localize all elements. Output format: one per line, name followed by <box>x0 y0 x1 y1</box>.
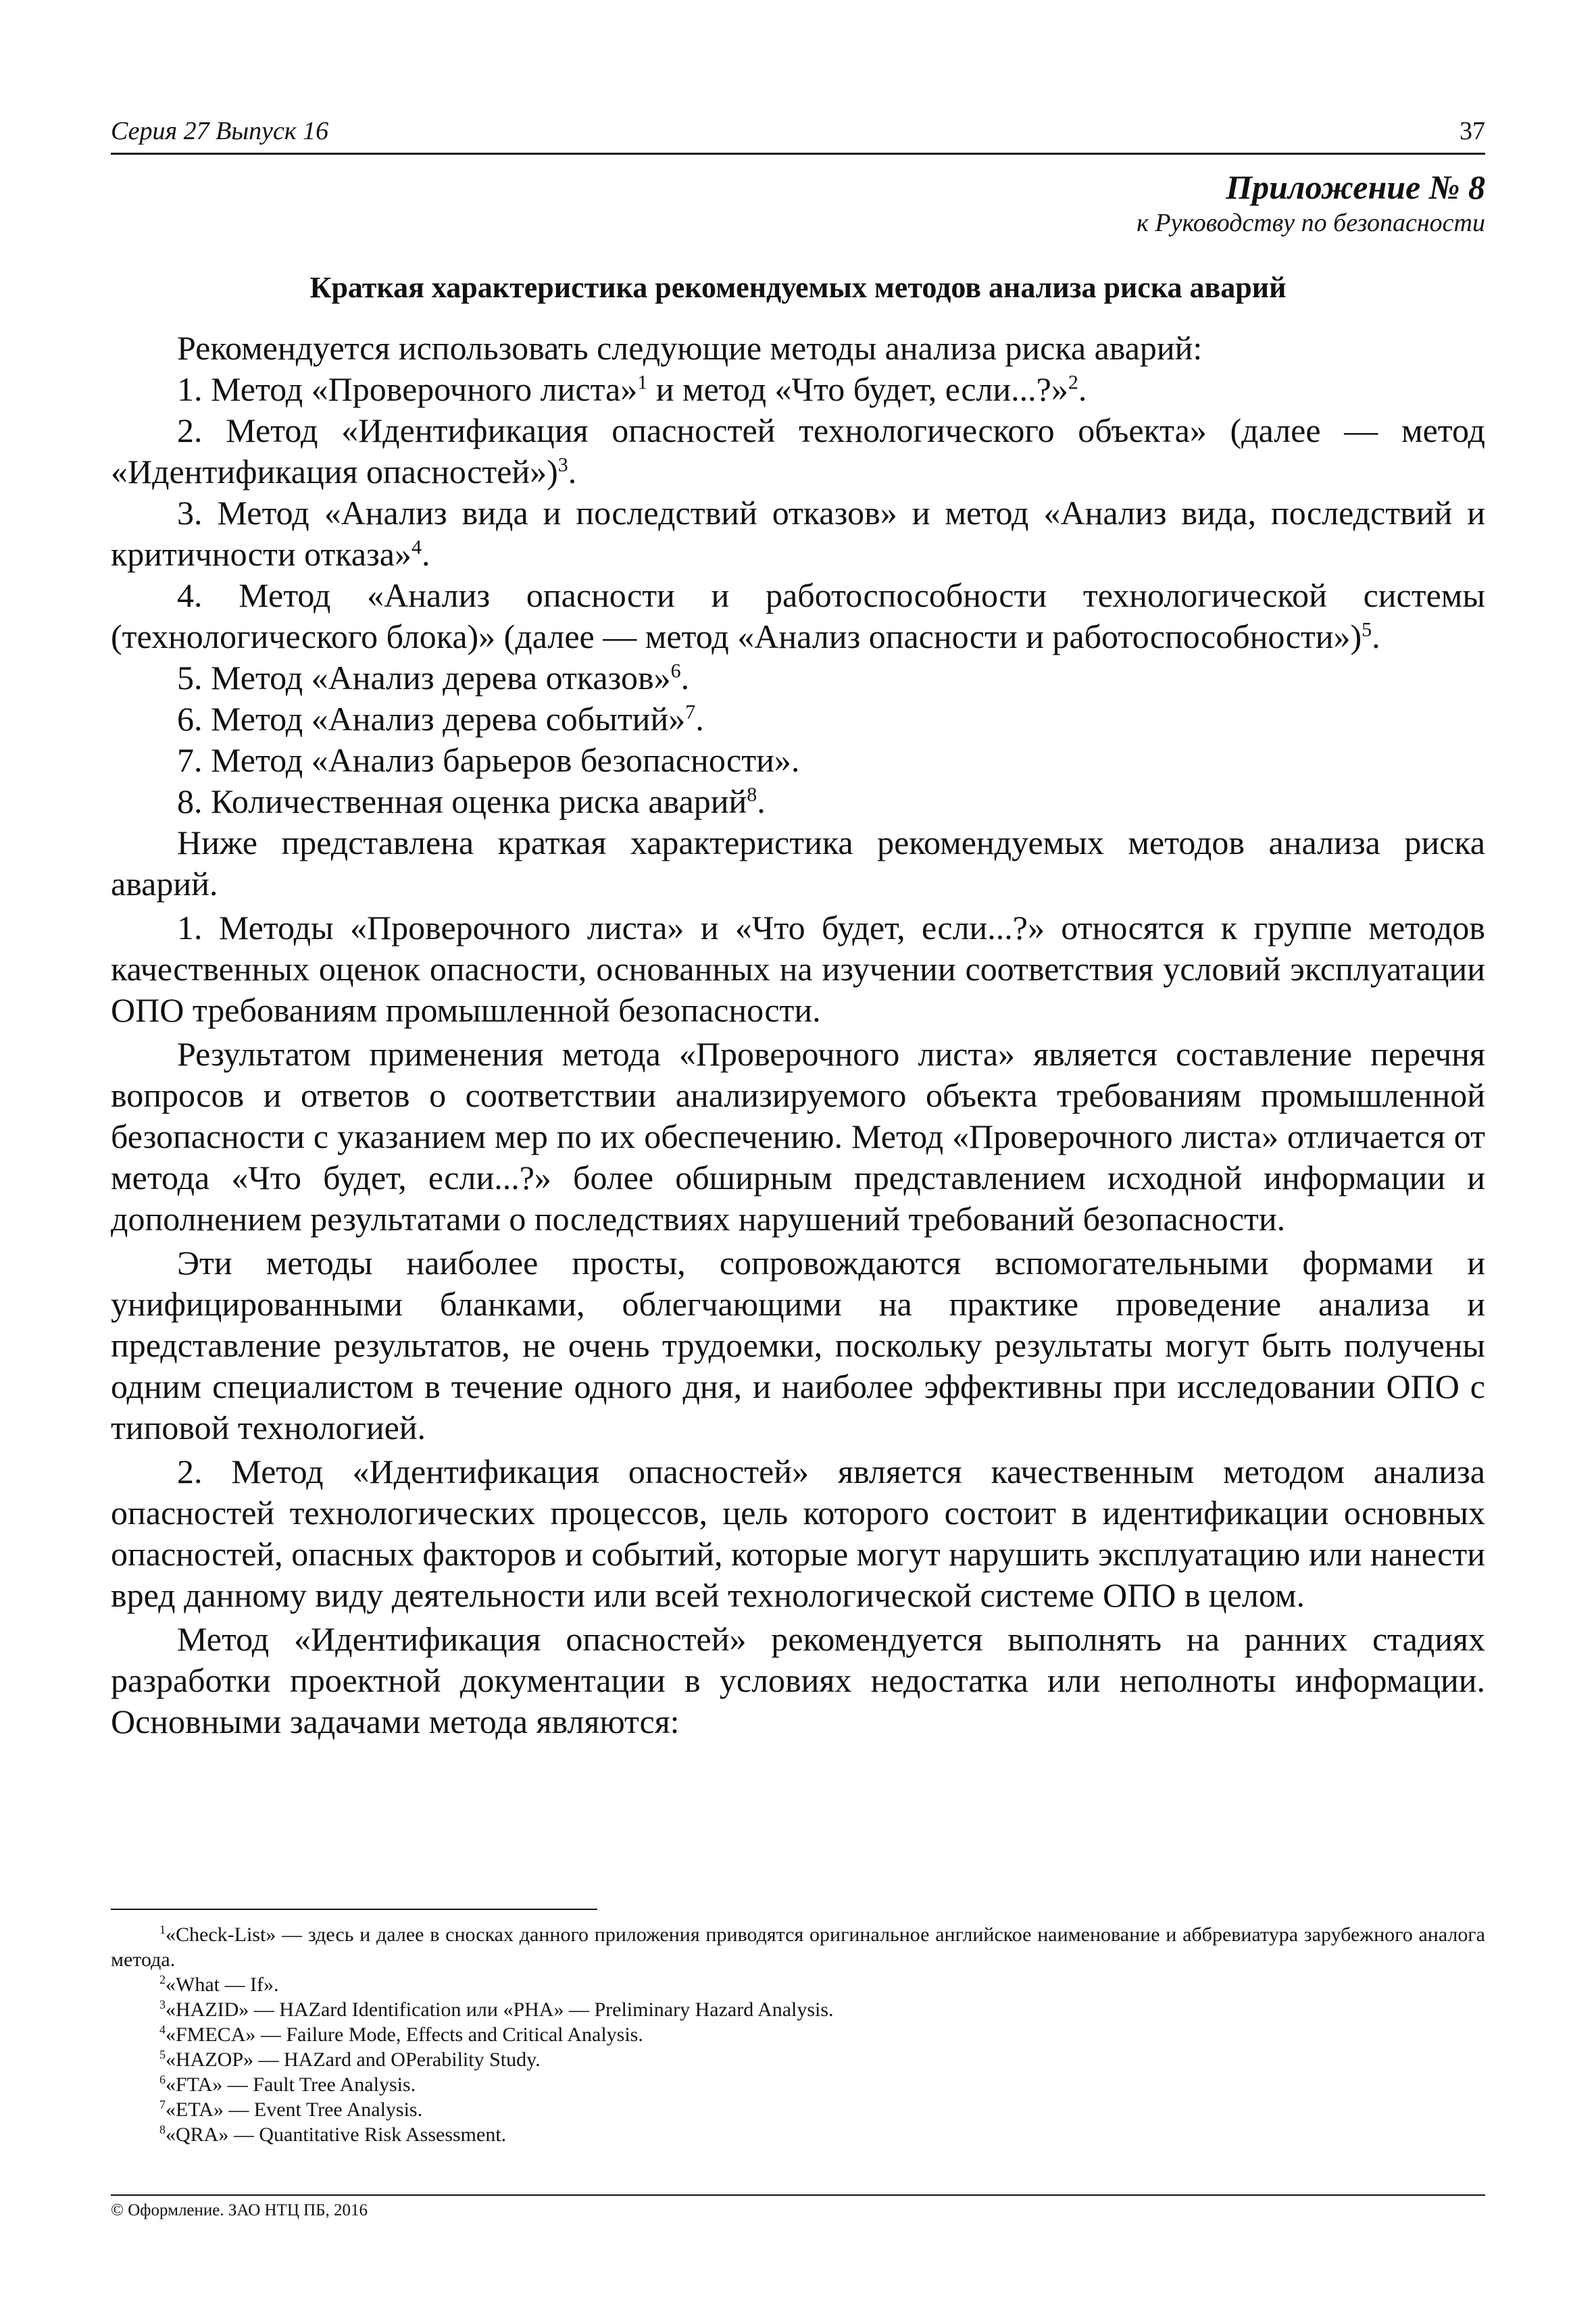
body-paragraph: Метод «Идентификация опасностей» рекомендуется выполнять на ранних стадиях разработки проектной документации в условиях недостатка или неполноты информации. Основными задачами метода являются: <box>111 1620 1485 1740</box>
annex-title: Приложение № 8 <box>1226 168 1485 206</box>
footnote: $^6$«FTA» — Fault Tree Analysis. <box>159 2073 416 2096</box>
body-paragraph: Эти методы наиболее просты, сопровождаются вспомогательными формами и унифицированными бланками, облегчающими на практике проведение анализа и представление результатов, не очень трудоемки, поскольку результаты могут быть получены одним специалистом в течение одного дня, и наиболее эффективны при исследовании ОПО с типовой технологией. <box>111 1244 1485 1447</box>
annex-heading <box>1137 168 1485 239</box>
method-item: 1. Метод «Проверочного листа»$^1$ и метод «Что будет, если...?»$^2$. <box>177 370 1087 408</box>
footnote: $^4$«FMECA» — Failure Mode, Effects and Critical Analysis. <box>159 2023 643 2046</box>
footnote: $^2$«What — If». <box>159 1973 279 1996</box>
footnote: $^3$«HAZID» — HAZard Identification или «PHA» — Preliminary Hazard Analysis. <box>159 1998 834 2021</box>
series-label: Серия 27 Выпуск 16 <box>111 117 329 145</box>
annex-subtitle: к Руководству по безопасности <box>1137 209 1485 237</box>
method-item: 4. Метод «Анализ опасности и работоспособности технологической системы (технологического блока)» (далее — метод «Анализ опасности и работоспособности»)$^5$. <box>111 576 1485 655</box>
footnote: $^8$«QRA» — Quantitative Risk Assessment. <box>159 2123 507 2146</box>
copyright-note: © Оформление. ЗАО НТЦ ПБ, 2016 <box>111 2201 368 2219</box>
method-item: 5. Метод «Анализ дерева отказов»$^6$. <box>177 659 690 697</box>
footnotes <box>111 1922 1485 2147</box>
method-item: 6. Метод «Анализ дерева событий»$^7$. <box>177 700 704 738</box>
intro-paragraph: Рекомендуется использовать следующие методы анализа риска аварий: <box>177 329 1203 367</box>
running-header <box>111 114 1485 155</box>
body-paragraph: 1. Методы «Проверочного листа» и «Что будет, если...?» относятся к группе методов качественных оценок опасности, основанных на изучении соответствия условий эксплуатации ОПО требованиям промышленной безопасности. <box>111 909 1485 1029</box>
method-item: 2. Метод «Идентификация опасностей технологического объекта» (далее — метод «Идентификация опасностей»)$^3$. <box>111 411 1485 491</box>
body-paragraph: Ниже представлена краткая характеристика рекомендуемых методов анализа риска аварий. <box>111 824 1485 903</box>
document-title: Краткая характеристика рекомендуемых методов анализа риска аварий <box>309 271 1287 304</box>
method-item: 8. Количественная оценка риска аварий$^8$. <box>177 782 766 820</box>
method-item: 7. Метод «Анализ барьеров безопасности». <box>177 741 800 779</box>
footnote-separator <box>111 1909 597 1910</box>
body-paragraph: Результатом применения метода «Проверочного листа» является составление перечня вопросов и ответов о соответствии анализируемого объекта требованиям промышленной безопасности с указанием мер по их обеспечению. Метод «Проверочного листа» отличается от метода «Что будет, если...?» более обширным представлением исходной информации и дополнением результатами о последствиях нарушений требований безопасности. <box>111 1035 1485 1238</box>
footnote: $^5$«HAZOP» — HAZard and OPerability Study. <box>159 2048 541 2071</box>
body-text <box>111 328 1485 1742</box>
method-item: 3. Метод «Анализ вида и последствий отказов» и метод «Анализ вида, последствий и критичности отказа»$^4$. <box>111 494 1485 573</box>
footnote: $^7$«ETA» — Event Tree Analysis. <box>159 2098 423 2121</box>
body-paragraph: 2. Метод «Идентификация опасностей» является качественным методом анализа опасностей технологических процессов, цель которого состоит в идентификации основных опасностей, опасных факторов и событий, которые могут нарушить эксплуатацию или нанести вред данному виду деятельности или всей технологической системе ОПО в целом. <box>111 1453 1485 1614</box>
page-number: 37 <box>1460 117 1485 145</box>
footer-rule <box>111 2194 1485 2196</box>
footnote: $^1$«Check-List» — здесь и далее в сносках данного приложения приводятся оригинальное английское наименование и аббревиатура зарубежного аналога метода. <box>111 1923 1485 1971</box>
